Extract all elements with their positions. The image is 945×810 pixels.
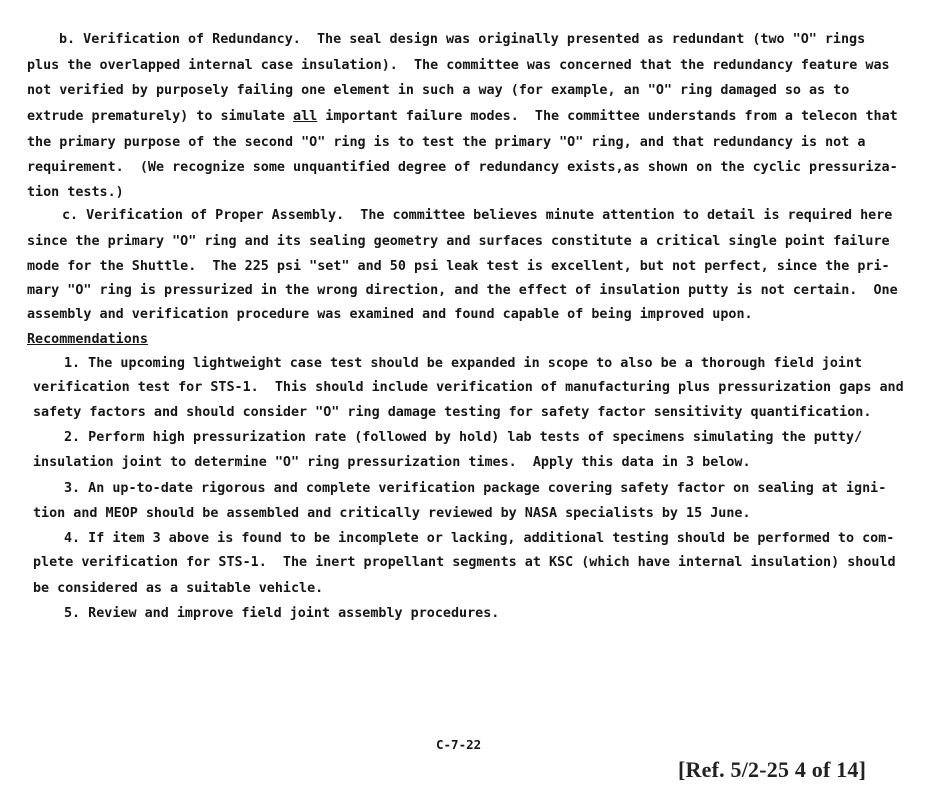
- recommendation-line: insulation joint to determine "O" ring pressurization times. Apply this data in 3 below.: [33, 455, 751, 470]
- recommendation-line: 2. Perform high pressurization rate (followed by hold) lab tests of specimens simulating the putty/: [64, 430, 863, 445]
- paragraph-b-line: the primary purpose of the second "O" ring is to test the primary "O" ring, and that redundancy is not a: [27, 135, 866, 150]
- paragraph-c-line: mode for the Shuttle. The 225 psi "set" and 50 psi leak test is excellent, but not perfect, since the pri-: [27, 259, 890, 274]
- paragraph-b-line: b. Verification of Redundancy. The seal design was originally presented as redundant (two "O" rings: [59, 32, 866, 47]
- reference-label: [Ref. 5/2-25 4 of 14]: [678, 757, 867, 782]
- paragraph-b-line: requirement. (We recognize some unquantified degree of redundancy exists,as shown on the cyclic pressuriza-: [27, 160, 898, 175]
- recommendation-line: 4. If item 3 above is found to be incomplete or lacking, additional testing should be performed to com-: [64, 531, 895, 546]
- paragraph-b-line-part: extrude prematurely) to simulate: [27, 109, 294, 124]
- paragraph-b-line: tion tests.): [27, 185, 124, 200]
- recommendation-line: 1. The upcoming lightweight case test should be expanded in scope to also be a thorough field joint: [64, 356, 863, 371]
- recommendation-line: 3. An up-to-date rigorous and complete verification package covering safety factor on sealing at igni-: [64, 481, 887, 496]
- recommendation-line: plete verification for STS-1. The inert propellant segments at KSC (which have internal insulation) should: [33, 555, 896, 570]
- recommendation-line: be considered as a suitable vehicle.: [33, 581, 324, 596]
- paragraph-c-line: c. Verification of Proper Assembly. The committee believes minute attention to detail is required here: [62, 208, 893, 223]
- paragraph-b-line-part: important failure modes. The committee understands from a telecon that: [317, 109, 898, 124]
- recommendation-line: 5. Review and improve field joint assembly procedures.: [64, 606, 500, 621]
- paragraph-c-line: since the primary "O" ring and its sealing geometry and surfaces constitute a critical single point failure: [27, 234, 890, 249]
- paragraph-c-line: assembly and verification procedure was examined and found capable of being improved upon.: [27, 307, 753, 322]
- paragraph-b-line: plus the overlapped internal case insulation). The committee was concerned that the redundancy feature was: [27, 58, 890, 73]
- recommendation-line: tion and MEOP should be assembled and critically reviewed by NASA specialists by 15 June.: [33, 506, 751, 521]
- underlined-word: all: [293, 109, 318, 124]
- paragraph-b-line-with-emphasis: [27, 109, 898, 125]
- page-number: C-7-22: [436, 737, 482, 752]
- paragraph-b-line: not verified by purposely failing one element in such a way (for example, an "O" ring damaged so as to: [27, 83, 850, 98]
- recommendation-line: safety factors and should consider "O" ring damage testing for safety factor sensitivity quantification.: [33, 405, 872, 420]
- recommendations-heading: Recommendations: [27, 332, 148, 347]
- recommendation-line: verification test for STS-1. This should include verification of manufacturing plus pressurization gaps and: [33, 380, 904, 395]
- paragraph-c-line: mary "O" ring is pressurized in the wrong direction, and the effect of insulation putty is not certain. One: [27, 283, 898, 298]
